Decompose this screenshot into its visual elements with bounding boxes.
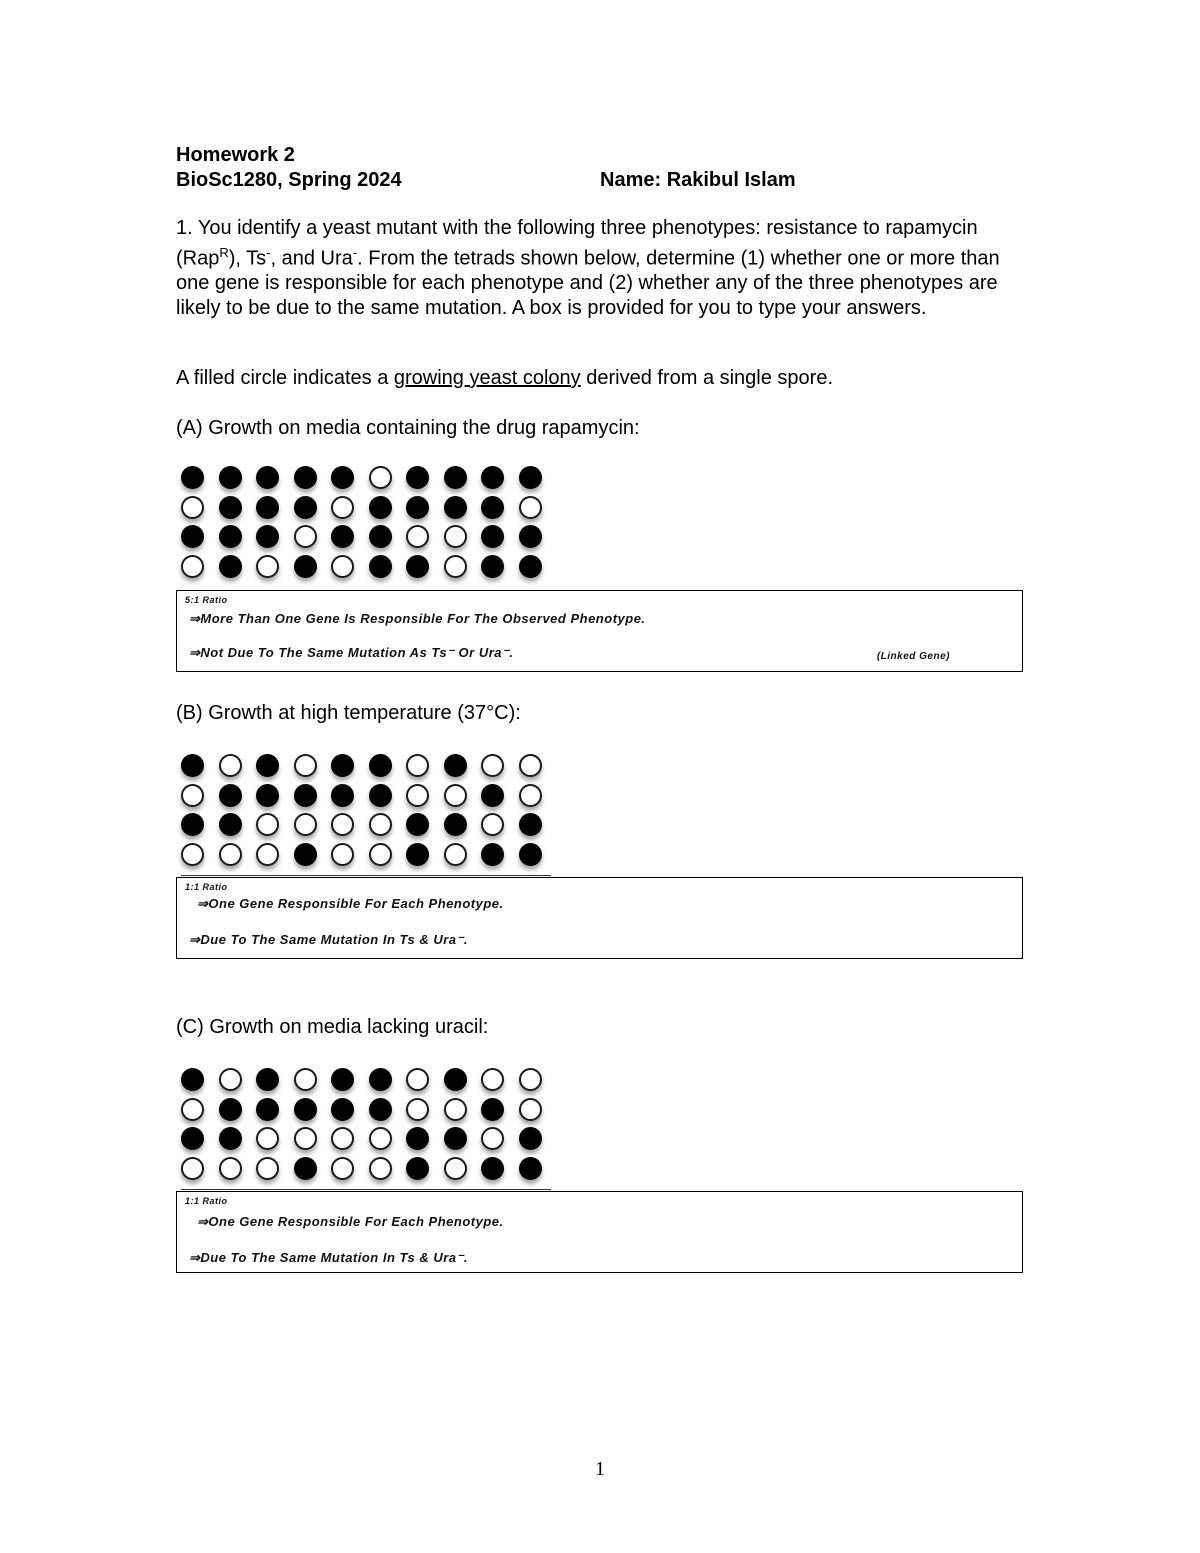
- spore-colony-not-growing: [181, 843, 204, 866]
- spore-colony-not-growing: [519, 496, 542, 519]
- spore-colony-not-growing: [219, 1157, 242, 1180]
- spore-colony-not-growing: [406, 754, 429, 777]
- spore-colony-not-growing: [369, 843, 392, 866]
- spore-colony-not-growing: [369, 466, 392, 489]
- spore-colony-not-growing: [481, 1068, 504, 1091]
- spore-colony-growing: [219, 1127, 242, 1150]
- spore-colony-growing: [444, 754, 467, 777]
- spore-colony-growing: [481, 1098, 504, 1121]
- spore-colony-growing: [406, 555, 429, 578]
- spore-colony-growing: [481, 555, 504, 578]
- spore-colony-growing: [219, 813, 242, 836]
- section-c-heading: (C) Growth on media lacking uracil:: [176, 1016, 489, 1038]
- spore-colony-growing: [256, 525, 279, 548]
- grid-b-rule: [181, 875, 551, 876]
- spore-colony-growing: [256, 1068, 279, 1091]
- spore-colony-growing: [181, 1068, 204, 1091]
- spore-colony-not-growing: [181, 555, 204, 578]
- spore-colony-not-growing: [256, 813, 279, 836]
- spore-colony-growing: [519, 525, 542, 548]
- spore-colony-growing: [481, 843, 504, 866]
- legend-underlined: growing yeast colony: [393, 367, 581, 389]
- spore-colony-growing: [331, 784, 354, 807]
- student-name: Name: Rakibul Islam: [600, 169, 796, 191]
- spore-colony-not-growing: [331, 1127, 354, 1150]
- spore-colony-growing: [181, 813, 204, 836]
- question-1: [176, 216, 1036, 321]
- spore-colony-not-growing: [481, 754, 504, 777]
- page-number: 1: [595, 1458, 605, 1480]
- spore-colony-growing: [256, 466, 279, 489]
- spore-colony-growing: [294, 1157, 317, 1180]
- answer-b-ratio: 1:1 Ratio: [185, 882, 228, 892]
- question-text-2: ), Ts: [228, 247, 267, 270]
- spore-colony-growing: [481, 525, 504, 548]
- spore-colony-growing: [406, 1157, 429, 1180]
- spore-colony-not-growing: [369, 813, 392, 836]
- question-text-4: . From the tetrads shown below, determine (1) whether one or more than one gene is responsible for each phenotype and (2) whether any of the three phenotypes are likely to be due to the same mutation. A box is provided for you to type your answers.: [176, 247, 1000, 320]
- legend-text: [176, 366, 1036, 391]
- spore-colony-not-growing: [519, 784, 542, 807]
- spore-colony-growing: [369, 754, 392, 777]
- spore-colony-not-growing: [481, 1127, 504, 1150]
- spore-colony-not-growing: [331, 555, 354, 578]
- spore-colony-growing: [369, 1098, 392, 1121]
- spore-colony-growing: [294, 466, 317, 489]
- answer-a-ratio: 5:1 Ratio: [185, 595, 228, 605]
- superscript-minus-ts: -: [266, 244, 271, 260]
- section-b-heading: (B) Growth at high temperature (37°C):: [176, 702, 521, 724]
- spore-colony-not-growing: [256, 1157, 279, 1180]
- spore-colony-growing: [481, 1157, 504, 1180]
- spore-colony-growing: [406, 466, 429, 489]
- spore-colony-not-growing: [256, 1127, 279, 1150]
- spore-colony-growing: [481, 784, 504, 807]
- spore-colony-not-growing: [219, 843, 242, 866]
- answer-b-line-1: ⇒One Gene Responsible For Each Phenotype.: [197, 896, 504, 911]
- spore-colony-growing: [294, 843, 317, 866]
- spore-colony-growing: [406, 843, 429, 866]
- answer-box-c[interactable]: [176, 1191, 1023, 1273]
- tetrad-grid-c: [181, 1068, 551, 1190]
- answer-b-line-2: ⇒Due To The Same Mutation In Ts & Ura⁻.: [189, 932, 468, 947]
- spore-colony-growing: [519, 1157, 542, 1180]
- homework-title: Homework 2: [176, 144, 295, 166]
- spore-colony-growing: [219, 525, 242, 548]
- answer-box-b[interactable]: [176, 877, 1023, 959]
- spore-colony-not-growing: [331, 813, 354, 836]
- spore-colony-growing: [256, 1098, 279, 1121]
- spore-colony-growing: [219, 555, 242, 578]
- spore-colony-not-growing: [444, 525, 467, 548]
- spore-colony-growing: [481, 466, 504, 489]
- spore-colony-growing: [294, 1098, 317, 1121]
- spore-colony-growing: [444, 1068, 467, 1091]
- spore-colony-growing: [331, 754, 354, 777]
- spore-colony-growing: [331, 1068, 354, 1091]
- spore-colony-not-growing: [406, 1068, 429, 1091]
- spore-colony-growing: [181, 525, 204, 548]
- spore-colony-growing: [331, 466, 354, 489]
- spore-colony-growing: [181, 1127, 204, 1150]
- answer-c-ratio: 1:1 Ratio: [185, 1196, 228, 1206]
- grid-c-rule: [181, 1189, 551, 1190]
- spore-colony-growing: [294, 784, 317, 807]
- spore-colony-growing: [369, 1068, 392, 1091]
- spore-colony-not-growing: [294, 754, 317, 777]
- superscript-minus-ura: -: [352, 244, 358, 260]
- spore-colony-growing: [406, 496, 429, 519]
- spore-colony-not-growing: [256, 843, 279, 866]
- spore-colony-growing: [519, 843, 542, 866]
- spore-colony-not-growing: [219, 754, 242, 777]
- spore-colony-growing: [294, 555, 317, 578]
- spore-colony-growing: [369, 525, 392, 548]
- answer-a-line-1: ⇒More Than One Gene Is Responsible For The Observed Phenotype.: [189, 611, 646, 626]
- spore-colony-growing: [519, 555, 542, 578]
- spore-colony-not-growing: [181, 784, 204, 807]
- spore-colony-not-growing: [181, 496, 204, 519]
- spore-colony-growing: [219, 784, 242, 807]
- answer-c-line-1: ⇒One Gene Responsible For Each Phenotype.: [197, 1214, 504, 1229]
- spore-colony-not-growing: [331, 1157, 354, 1180]
- spore-colony-growing: [519, 1127, 542, 1150]
- spore-colony-growing: [481, 496, 504, 519]
- spore-colony-not-growing: [331, 843, 354, 866]
- spore-colony-not-growing: [294, 813, 317, 836]
- spore-colony-not-growing: [444, 843, 467, 866]
- spore-colony-not-growing: [519, 1068, 542, 1091]
- spore-colony-not-growing: [444, 1157, 467, 1180]
- spore-colony-not-growing: [256, 555, 279, 578]
- spore-colony-growing: [444, 466, 467, 489]
- spore-colony-not-growing: [181, 1098, 204, 1121]
- spore-colony-not-growing: [406, 525, 429, 548]
- question-text-3: , and Ura: [270, 247, 353, 270]
- spore-colony-not-growing: [444, 784, 467, 807]
- spore-colony-not-growing: [331, 496, 354, 519]
- spore-colony-growing: [181, 754, 204, 777]
- legend-end: derived from a single spore.: [580, 367, 834, 389]
- spore-colony-not-growing: [519, 1098, 542, 1121]
- spore-colony-growing: [406, 813, 429, 836]
- spore-colony-not-growing: [444, 555, 467, 578]
- course-label: BioSc1280, Spring 2024: [176, 169, 402, 191]
- spore-colony-growing: [256, 784, 279, 807]
- spore-colony-not-growing: [294, 1068, 317, 1091]
- spore-colony-not-growing: [181, 1157, 204, 1180]
- spore-colony-growing: [256, 496, 279, 519]
- spore-colony-growing: [219, 496, 242, 519]
- spore-colony-not-growing: [294, 525, 317, 548]
- answer-c-line-2: ⇒Due To The Same Mutation In Ts & Ura⁻.: [189, 1250, 468, 1265]
- spore-colony-growing: [219, 1098, 242, 1121]
- spore-colony-growing: [369, 555, 392, 578]
- question-text-1: 1. You identify a yeast mutant with the following three phenotypes: resistance to rapamycin (Rap: [176, 217, 978, 270]
- answer-a-annotation: (Linked Gene): [876, 651, 950, 662]
- spore-colony-growing: [444, 813, 467, 836]
- spore-colony-growing: [331, 1098, 354, 1121]
- spore-colony-growing: [294, 496, 317, 519]
- spore-colony-not-growing: [294, 1127, 317, 1150]
- superscript-r: R: [219, 244, 229, 260]
- spore-colony-growing: [444, 1127, 467, 1150]
- spore-colony-not-growing: [406, 1098, 429, 1121]
- spore-colony-growing: [256, 754, 279, 777]
- answer-box-a[interactable]: [176, 590, 1023, 672]
- spore-colony-not-growing: [369, 1157, 392, 1180]
- spore-colony-not-growing: [481, 813, 504, 836]
- spore-colony-growing: [181, 466, 204, 489]
- spore-colony-growing: [519, 466, 542, 489]
- spore-colony-not-growing: [444, 1098, 467, 1121]
- legend-start: A filled circle indicates a: [176, 367, 394, 389]
- tetrad-grid-a: [181, 466, 551, 588]
- spore-colony-not-growing: [219, 1068, 242, 1091]
- section-a-heading: (A) Growth on media containing the drug rapamycin:: [176, 417, 640, 439]
- spore-colony-growing: [369, 496, 392, 519]
- spore-colony-growing: [406, 1127, 429, 1150]
- spore-colony-growing: [331, 525, 354, 548]
- spore-colony-growing: [369, 784, 392, 807]
- spore-colony-growing: [219, 466, 242, 489]
- spore-colony-growing: [444, 496, 467, 519]
- spore-colony-not-growing: [519, 754, 542, 777]
- answer-a-line-2: ⇒Not Due To The Same Mutation As Ts⁻ Or Ura⁻.: [189, 645, 514, 660]
- tetrad-grid-b: [181, 754, 551, 876]
- spore-colony-not-growing: [369, 1127, 392, 1150]
- spore-colony-not-growing: [406, 784, 429, 807]
- spore-colony-growing: [519, 813, 542, 836]
